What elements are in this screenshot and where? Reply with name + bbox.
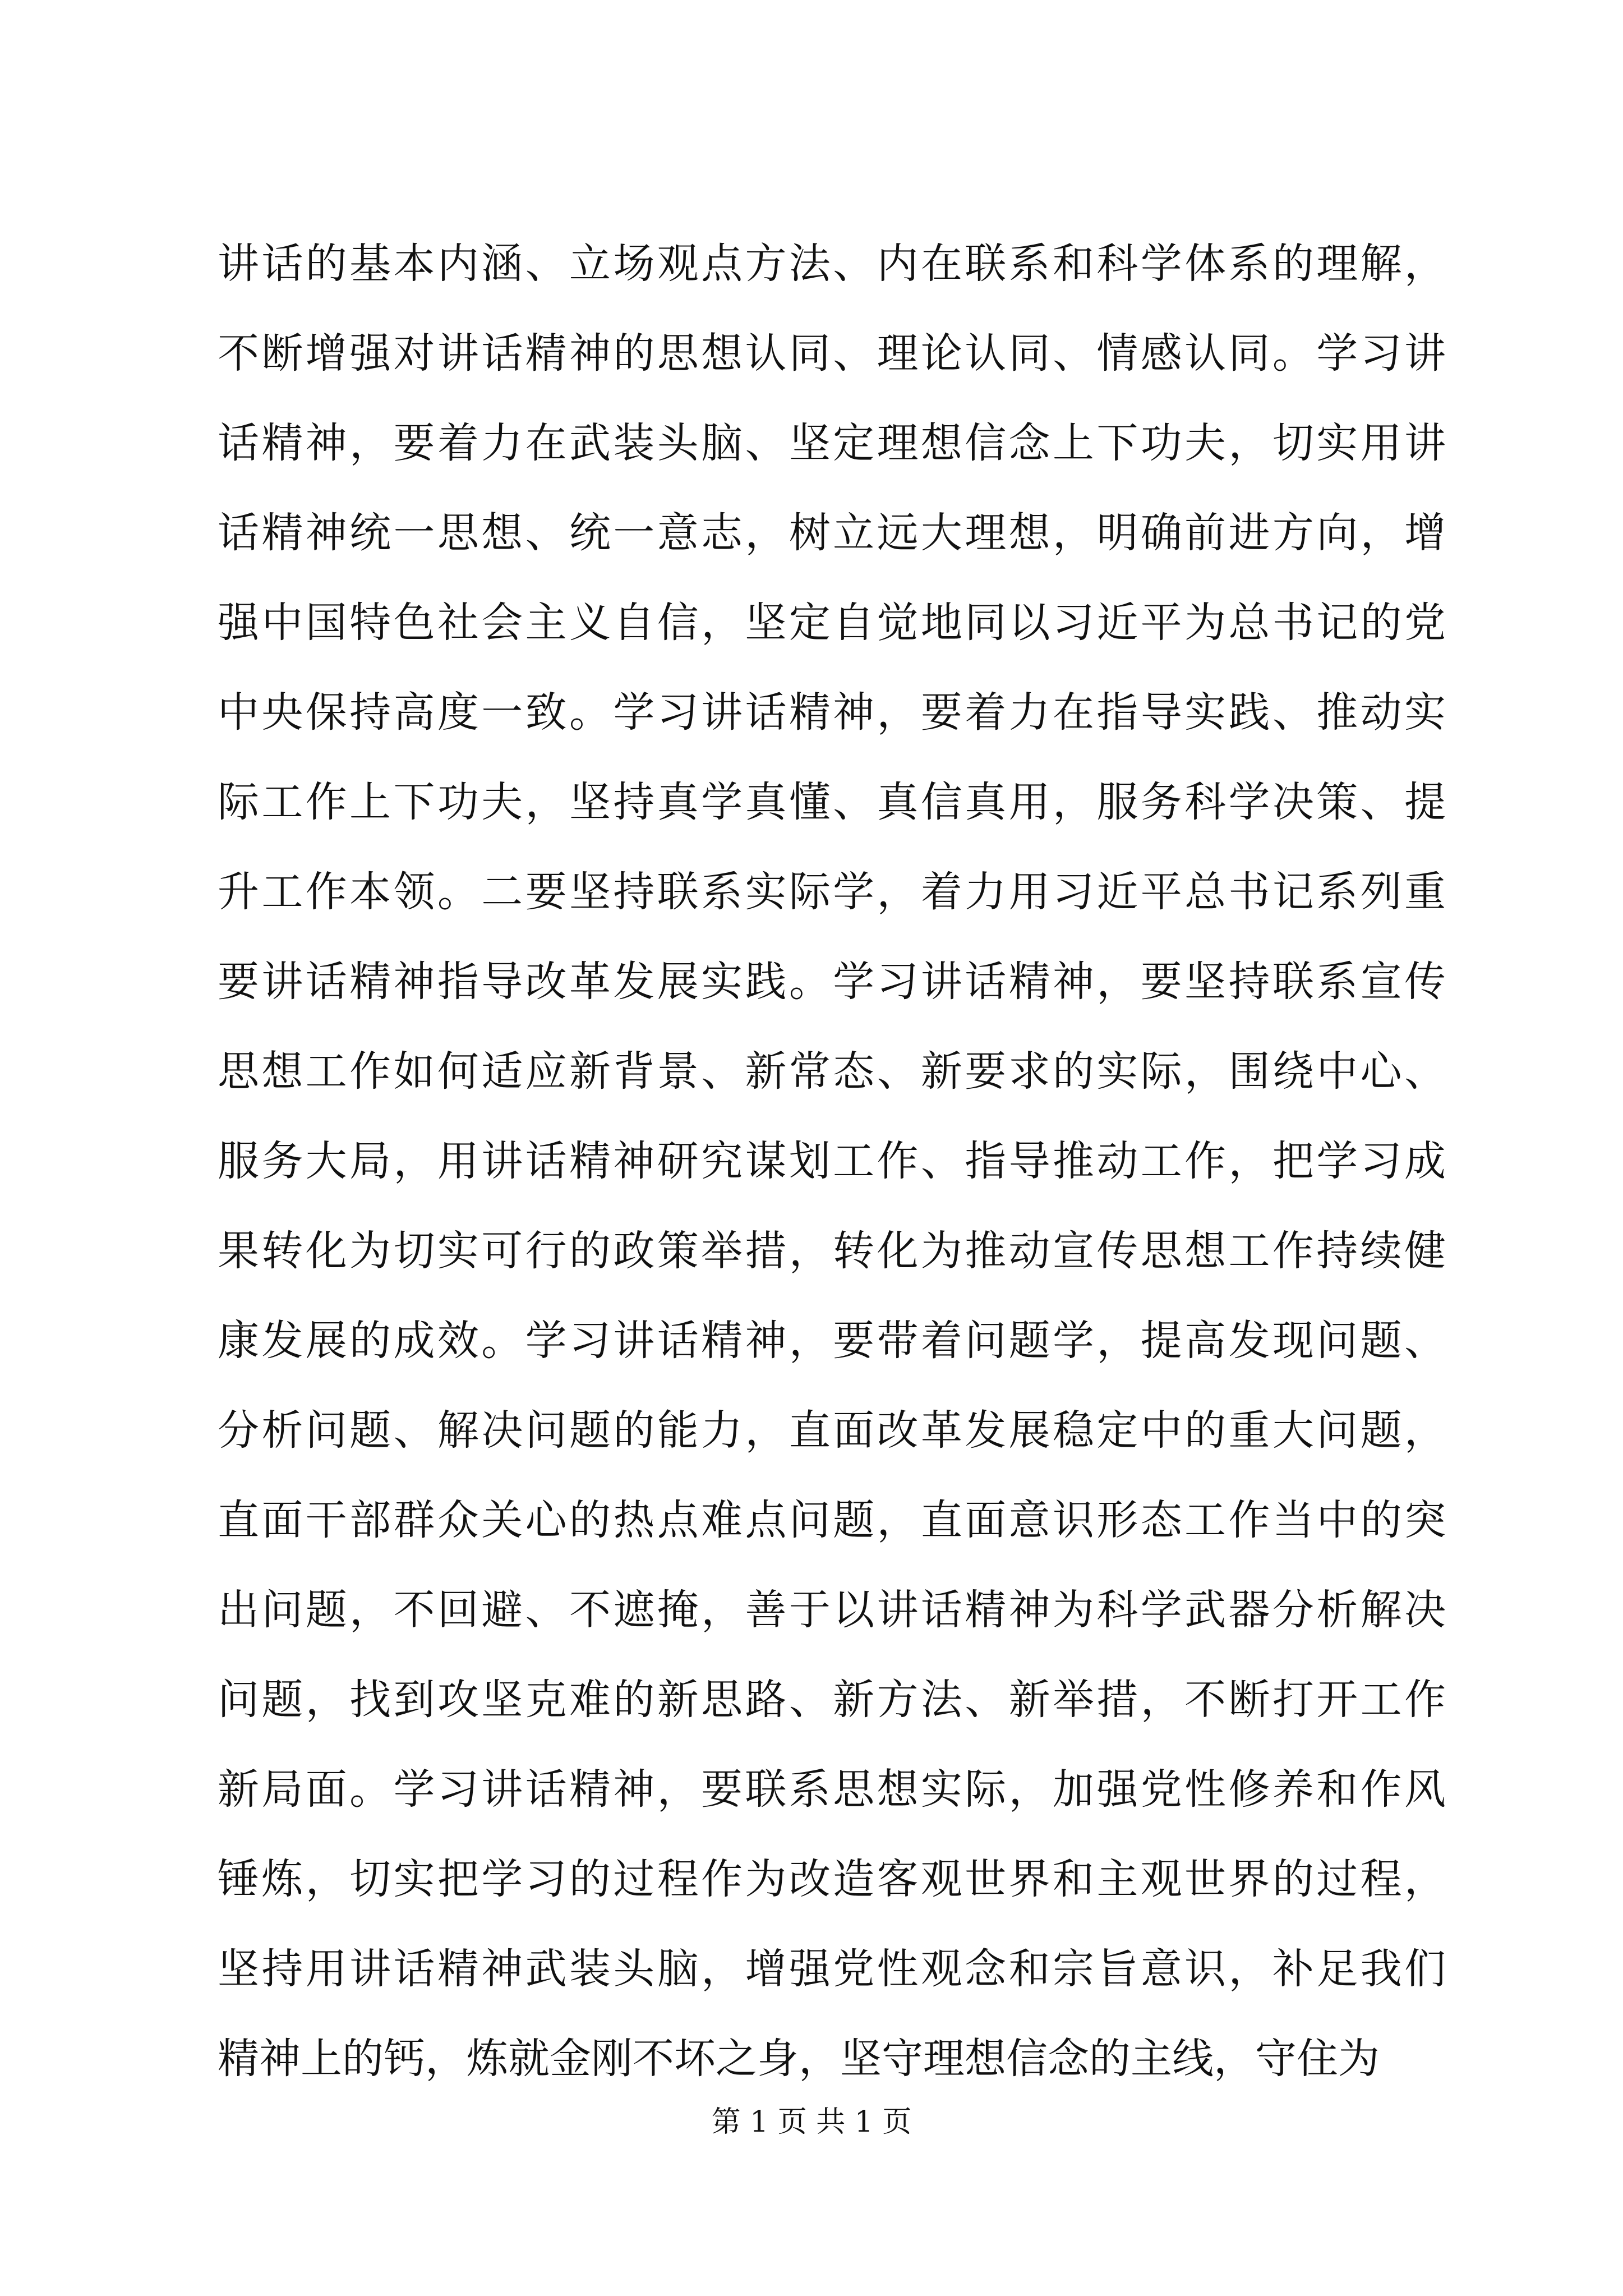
text-line: 话精神，要着力在武装头脑、坚定理想信念上下功夫，切实用讲 (218, 419, 1446, 467)
text-line: 际工作上下功夫，坚持真学真懂、真信真用，服务科学决策、提 (218, 778, 1446, 826)
text-line: 思想工作如何适应新背景、新常态、新要求的实际，围绕中心、 (218, 1047, 1446, 1096)
text-line: 中央保持高度一致。学习讲话精神，要着力在指导实践、推动实 (218, 688, 1446, 737)
text-line: 讲话的基本内涵、立场观点方法、内在联系和科学体系的理解， (218, 240, 1446, 288)
text-line: 升工作本领。二要坚持联系实际学，着力用习近平总书记系列重 (218, 868, 1446, 916)
text-line: 要讲话精神指导改革发展实践。学习讲话精神，要坚持联系宣传 (218, 958, 1446, 1006)
text-line: 不断增强对讲话精神的思想认同、理论认同、情感认同。学习讲 (218, 329, 1446, 378)
text-line: 精神上的钙，炼就金刚不坏之身，坚守理想信念的主线，守住为 (218, 2035, 1380, 2083)
body-text (218, 219, 1446, 2104)
text-line: 出问题，不回避、不遮掩，善于以讲话精神为科学武器分析解决 (218, 1586, 1446, 1634)
text-line: 问题，找到攻坚克难的新思路、新方法、新举措，不断打开工作 (218, 1676, 1446, 1724)
text-line: 锤炼，切实把学习的过程作为改造客观世界和主观世界的过程， (218, 1855, 1446, 1903)
page-footer: 第 1 页 共 1 页 (711, 2105, 912, 2139)
text-line: 分析问题、解决问题的能力，直面改革发展稳定中的重大问题， (218, 1406, 1446, 1455)
text-line: 康发展的成效。学习讲话精神，要带着问题学，提高发现问题、 (218, 1317, 1446, 1365)
text-line: 坚持用讲话精神武装头脑，增强党性观念和宗旨意识，补足我们 (218, 1945, 1446, 1993)
text-line: 直面干部群众关心的热点难点问题，直面意识形态工作当中的突 (218, 1496, 1446, 1544)
text-line: 服务大局，用讲话精神研究谋划工作、指导推动工作，把学习成 (218, 1137, 1446, 1185)
text-line: 果转化为切实可行的政策举措，转化为推动宣传思想工作持续健 (218, 1227, 1446, 1275)
text-line: 强中国特色社会主义自信，坚定自觉地同以习近平为总书记的党 (218, 599, 1446, 647)
text-line: 话精神统一思想、统一意志，树立远大理想，明确前进方向，增 (218, 509, 1446, 557)
text-line: 新局面。学习讲话精神，要联系思想实际，加强党性修养和作风 (218, 1765, 1446, 1814)
